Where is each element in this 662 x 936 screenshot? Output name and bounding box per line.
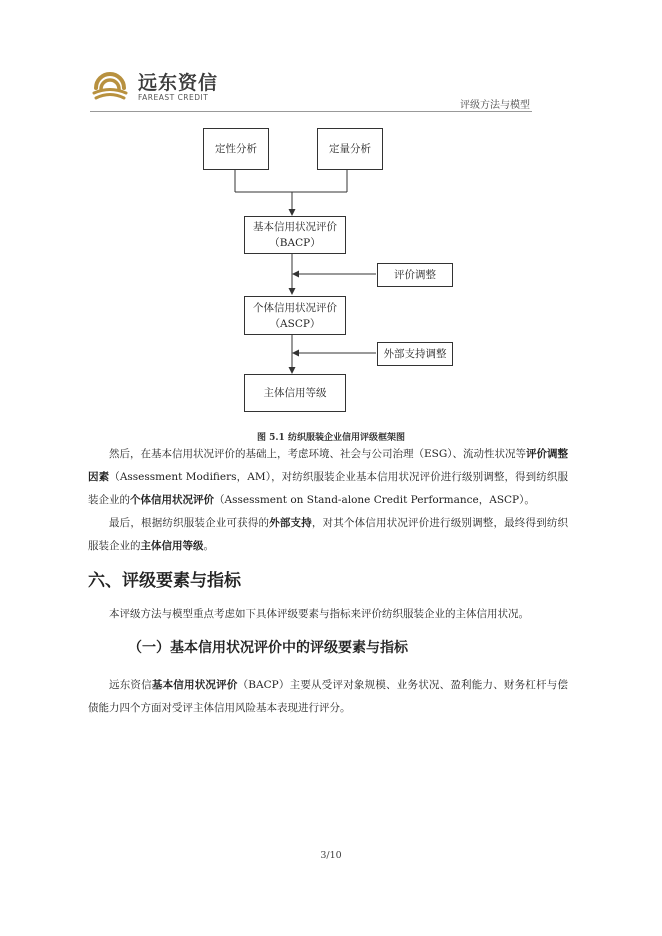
para2-text-1: 最后，根据纺织服装企业可获得的 xyxy=(109,517,270,529)
flow-box-bacp-line1: 基本信用状况评价 xyxy=(253,221,337,233)
paragraph-then xyxy=(88,443,568,512)
flow-box-quantitative-label: 定量分析 xyxy=(329,143,371,155)
para2-text-3: 。 xyxy=(203,540,214,552)
flow-box-ascp-line2: （ASCP） xyxy=(269,317,321,330)
flow-box-ascp xyxy=(244,296,346,335)
flow-box-final-rating xyxy=(244,374,346,412)
flow-box-bacp-line2: （BACP） xyxy=(269,237,321,249)
flow-box-external-support xyxy=(377,342,453,366)
flow-box-rating-adjust xyxy=(377,263,453,287)
flow-box-final-rating-label: 主体信用等级 xyxy=(263,387,327,399)
header-divider xyxy=(90,111,532,112)
para1-text-1: 然后，在基本信用状况评价的基础上，考虑环境、社会与公司治理（ESG）、流动性状况等 xyxy=(109,448,526,460)
flow-box-bacp xyxy=(244,216,346,254)
flow-box-qualitative-label: 定性分析 xyxy=(215,143,257,155)
para1-text-3: （Assessment on Stand-alone Credit Performance，ASCP）。 xyxy=(214,494,535,506)
para1-text-2: （Assessment Modifiers，AM），对纺织服装企业基本信用状况评价进行级别调整，得到纺织服装企业的 xyxy=(88,471,568,506)
para4-text-2: （BACP）主要从受评对象规模、业务状况、盈利能力、财务杠杆与偿债能力四个方面对受评主体信用风险基本表现进行评分。 xyxy=(88,679,568,714)
flow-box-qualitative xyxy=(203,128,269,170)
figure-caption: 图 5.1 纺织服装企业信用评级框架图 xyxy=(257,433,405,443)
paragraph-intro: 本评级方法与模型重点考虑如下具体评级要素与指标来评价纺织服装企业的主体信用状况。 xyxy=(109,608,529,620)
para4-bold-1: 基本信用状况评价 xyxy=(151,679,238,691)
para1-bold-2: 个体信用状况评价 xyxy=(130,494,214,506)
flow-box-external-support-label: 外部支持调整 xyxy=(383,348,447,360)
fareast-credit-logo xyxy=(90,66,130,106)
flow-box-ascp-line1: 个体信用状况评价 xyxy=(253,301,337,314)
brand-name-en: FAREAST CREDIT xyxy=(138,93,209,102)
para2-bold-1: 外部支持 xyxy=(269,517,312,529)
brand-name-cn: 远东资信 xyxy=(138,72,219,94)
page-number: 3/10 xyxy=(320,850,342,861)
header-section-title: 评级方法与模型 xyxy=(460,100,530,111)
para2-bold-2: 主体信用等级 xyxy=(140,540,204,552)
para2-text-2: ，对其个体信用状况评价进行级别调整，最终得到纺织服装企业的 xyxy=(88,517,569,552)
section-heading: 六、评级要素与指标 xyxy=(88,571,241,591)
paragraph-finally xyxy=(88,512,568,558)
flow-box-rating-adjust-label: 评价调整 xyxy=(394,269,436,281)
flow-box-quantitative xyxy=(317,128,383,170)
para4-text-1: 远东资信 xyxy=(109,679,152,691)
paragraph-bacp xyxy=(88,674,568,720)
para1-bold-1: 评价调整因素 xyxy=(88,448,568,483)
subsection-heading: （一）基本信用状况评价中的评级要素与指标 xyxy=(128,640,408,656)
